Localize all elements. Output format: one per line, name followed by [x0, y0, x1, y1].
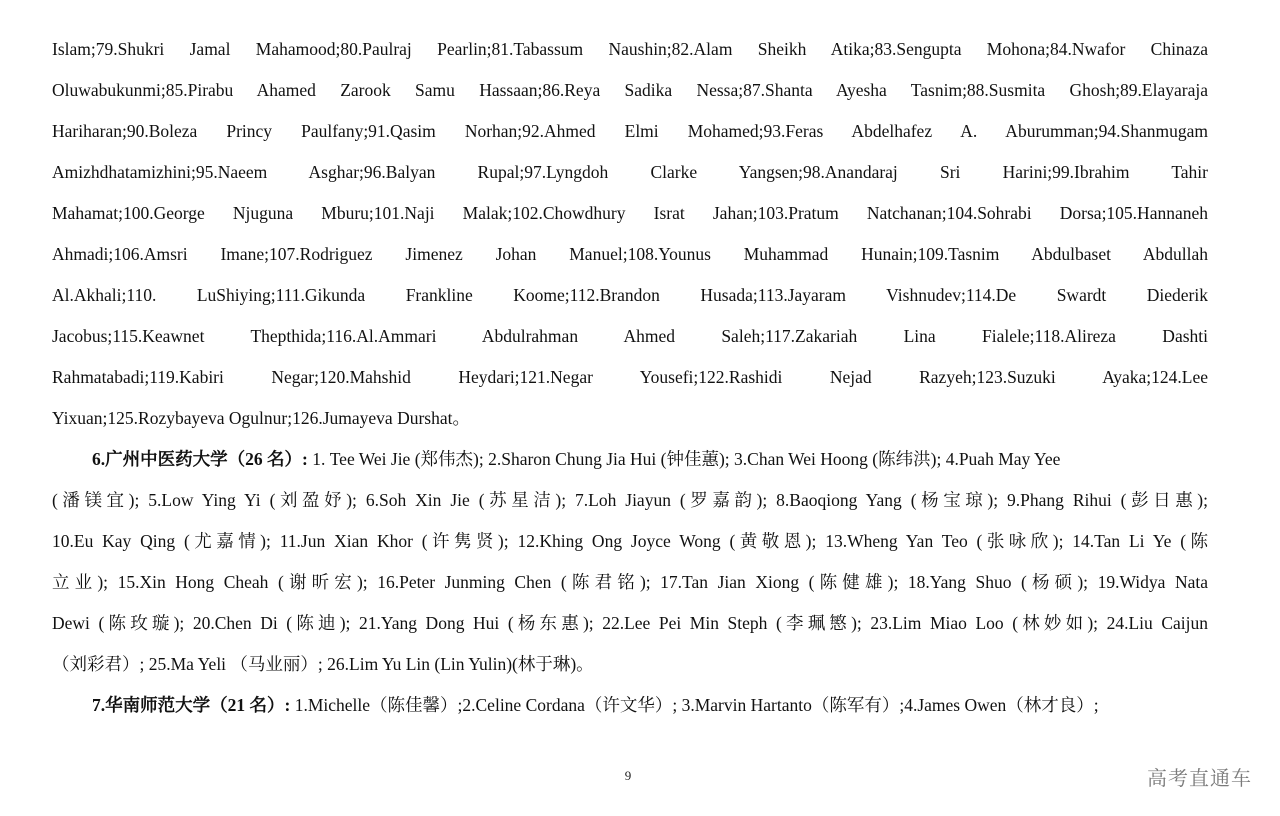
- text-line: Jacobus;115.Keawnet Thepthida;116.Al.Ammari Abdulrahman Ahmed Saleh;117.Zakariah Lina Fialele;118.Alireza Dashti: [52, 326, 1208, 346]
- text-line: Yixuan;125.Rozybayeva Ogulnur;126.Jumayeva Durshat。: [52, 408, 470, 428]
- section-7-text: 1.Michelle（陈佳馨）;2.Celine Cordana（许文华）; 3.Marvin Hartanto（陈军有）;4.James Owen（林才良）;: [290, 695, 1099, 715]
- section-7-first-line: [52, 685, 1208, 726]
- section-6-heading: 6.广州中医药大学（26 名）:: [92, 449, 308, 469]
- text-line: Al.Akhali;110. LuShiying;111.Gikunda Frankline Koome;112.Brandon Husada;113.Jayaram Vishnudev;114.De Swardt Diederik: [52, 285, 1208, 305]
- watermark-text: 高考直通车: [1147, 766, 1252, 790]
- text-line: Oluwabukunmi;85.Pirabu Ahamed Zarook Samu Hassaan;86.Reya Sadika Nessa;87.Shanta Ayesha Tasnim;88.Susmita Ghosh;89.Elayaraja: [52, 80, 1208, 100]
- text-line: Amizhdhatamizhini;95.Naeem Asghar;96.Balyan Rupal;97.Lyngdoh Clarke Yangsen;98.Anandaraj Sri Harini;99.Ibrahim Tahir: [52, 162, 1208, 182]
- text-line: Mahamat;100.George Njuguna Mburu;101.Naji Malak;102.Chowdhury Israt Jahan;103.Pratum Natchanan;104.Sohrabi Dorsa;105.Hannaneh: [52, 203, 1208, 223]
- text-line: 10.Eu Kay Qing (尤嘉情); 11.Jun Xian Khor (许隽贤); 12.Khing Ong Joyce Wong (黄敬恩); 13.Wheng Yan Teo (张咏欣); 14.Tan Li Ye (陈: [52, 531, 1208, 551]
- section-6-first-line: [52, 439, 1208, 480]
- text-line: Hariharan;90.Boleza Princy Paulfany;91.Qasim Norhan;92.Ahmed Elmi Mohamed;93.Feras Abdelhafez A. Aburumman;94.Shanmugam: [52, 121, 1208, 141]
- page-number: 9: [624, 768, 632, 783]
- section-7-heading: 7.华南师范大学（21 名）:: [92, 695, 291, 715]
- text-line: Dewi (陈玫璇); 20.Chen Di (陈迪); 21.Yang Dong Hui (杨东惠); 22.Lee Pei Min Steph (李珮慜); 23.Lim Miao Loo (林妙如); 24.Liu Caijun: [52, 613, 1208, 633]
- text-line: (潘镁宜); 5.Low Ying Yi (刘盈妤); 6.Soh Xin Jie (苏星洁); 7.Loh Jiayun (罗嘉韵); 8.Baoqiong Yang (杨宝琼); 9.Phang Rihui (彭日惠);: [52, 490, 1208, 510]
- document-body: [52, 29, 1208, 726]
- text-line: Islam;79.Shukri Jamal Mahamood;80.Paulraj Pearlin;81.Tabassum Naushin;82.Alam Sheikh Atika;83.Sengupta Mohona;84.Nwafor Chinaza: [52, 39, 1208, 59]
- section-6-text: 1. Tee Wei Jie (郑伟杰); 2.Sharon Chung Jia Hui (钟佳蕙); 3.Chan Wei Hoong (陈纬洪); 4.Puah May Yee: [307, 449, 1061, 469]
- text-line: （刘彩君）; 25.Ma Yeli （马业丽）; 26.Lim Yu Lin (Lin Yulin)(林于琳)。: [52, 654, 594, 674]
- text-line: Ahmadi;106.Amsri Imane;107.Rodriguez Jimenez Johan Manuel;108.Younus Muhammad Hunain;109.Tasnim Abdulbaset Abdullah: [52, 244, 1208, 264]
- text-line: 立业); 15.Xin Hong Cheah (谢昕宏); 16.Peter Junming Chen (陈君铭); 17.Tan Jian Xiong (陈健雄); 18.Yang Shuo (杨硕); 19.Widya Nata: [52, 572, 1208, 592]
- text-line: Rahmatabadi;119.Kabiri Negar;120.Mahshid Heydari;121.Negar Yousefi;122.Rashidi Nejad Razyeh;123.Suzuki Ayaka;124.Lee: [52, 367, 1208, 387]
